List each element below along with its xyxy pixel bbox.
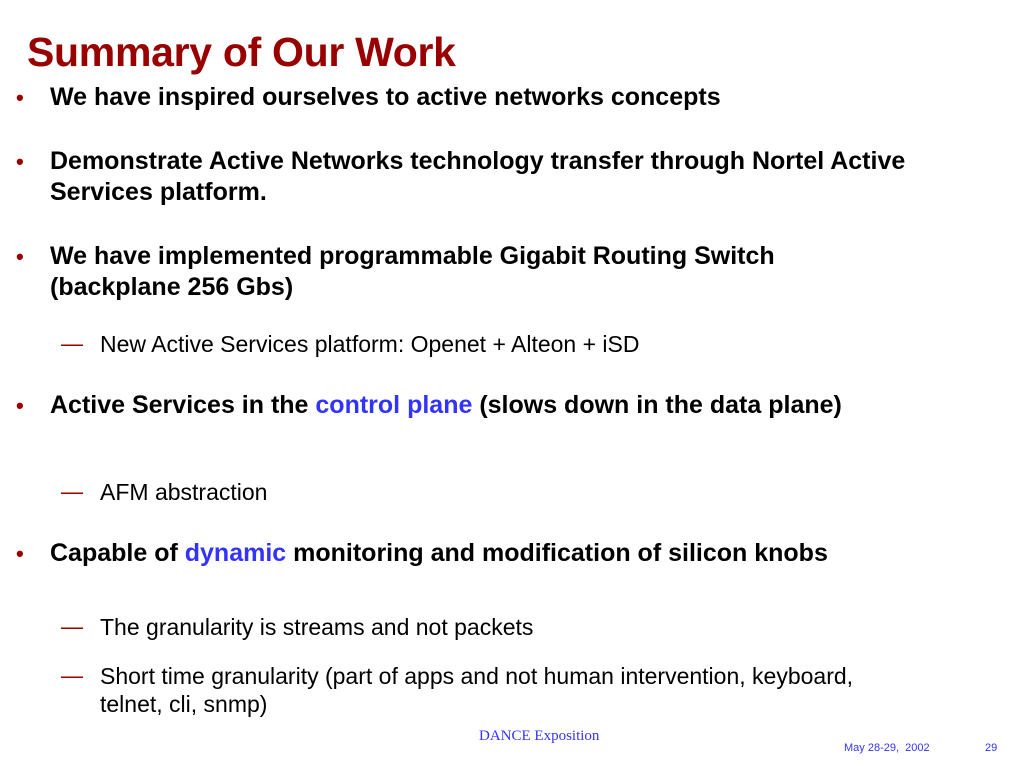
dash-icon: —: [61, 331, 83, 356]
dash-icon: —: [61, 663, 83, 688]
bullet-text-part: Active Services in the: [50, 391, 316, 419]
highlight-term: dynamic: [184, 539, 287, 567]
bullet-text: [50, 538, 910, 569]
bullet-dot-icon: •: [16, 541, 24, 566]
bullet-text: We have implemented programmable Gigabit Routing Switch (backplane 256 Gbs): [50, 242, 775, 301]
page-number: 29: [985, 742, 998, 754]
dash-icon: —: [61, 479, 83, 504]
bullet-dot-icon: •: [16, 393, 24, 418]
sub-bullet-text: AFM abstraction: [100, 479, 268, 505]
bullet-dot-icon: •: [16, 85, 24, 110]
slide-title: Summary of Our Work: [27, 29, 456, 75]
bullet-text: Demonstrate Active Networks technology transfer through Nortel Active Services platform.: [50, 147, 906, 206]
footer-date: May 28-29, 2002: [844, 742, 930, 754]
dash-icon: —: [61, 614, 83, 639]
bullet-text-part: (slows down in the data plane): [472, 391, 842, 419]
sub-bullet-text: New Active Services platform: Openet + Alteon + iSD: [100, 331, 640, 357]
highlight-term: control plane: [315, 391, 473, 419]
bullet-text-part: Capable of: [50, 539, 185, 567]
bullet-text-part: monitoring and modification of silicon knobs: [286, 539, 828, 567]
footer-event-name: DANCE Exposition: [479, 728, 600, 744]
bullet-dot-icon: •: [16, 149, 24, 174]
sub-bullet-text: Short time granularity (part of apps and not human intervention, keyboard, telnet, cli, snmp): [100, 663, 854, 717]
bullet-text: [50, 390, 910, 421]
sub-bullet-text: The granularity is streams and not packets: [100, 614, 534, 640]
bullet-dot-icon: •: [16, 244, 24, 269]
bullet-text: We have inspired ourselves to active networks concepts: [50, 83, 721, 111]
